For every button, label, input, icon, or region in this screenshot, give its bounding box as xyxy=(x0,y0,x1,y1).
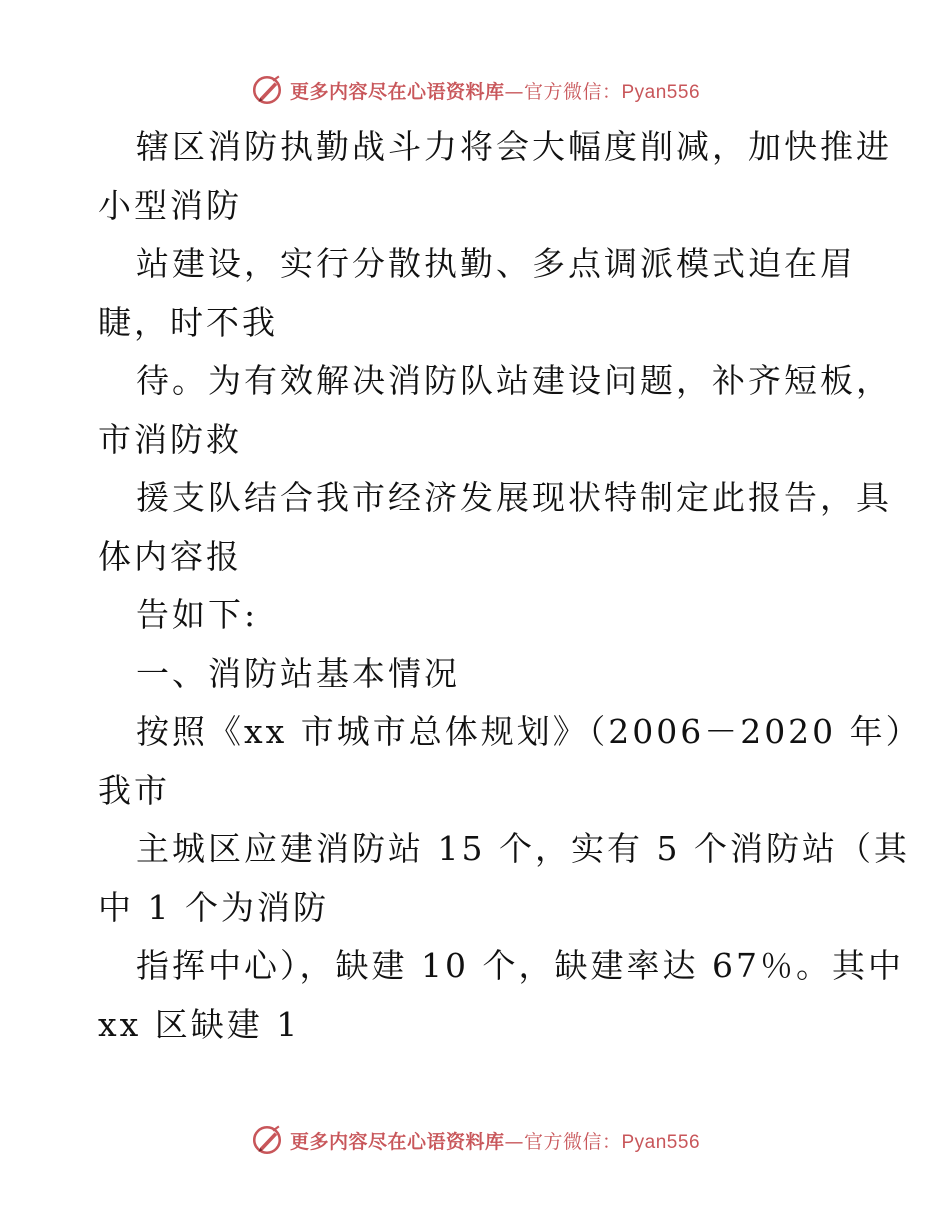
section-heading: 一、消防站基本情况 xyxy=(136,653,460,693)
body-text xyxy=(98,118,922,1054)
header-banner-text xyxy=(290,77,700,104)
text-line: 辖区消防执勤战斗力将会大幅度削减，加快推进 xyxy=(136,127,892,166)
header-banner-side: 官方微信： xyxy=(523,80,622,103)
text-line: 指挥中心），缺建 10 个，缺建率达 67％。其中 xyxy=(136,946,904,985)
pen-logo-icon xyxy=(250,73,284,107)
text-line: 小型消防 xyxy=(98,185,242,225)
text-line: 按照《xx 市城市总体规划》（2006－2020 年） xyxy=(136,712,922,751)
text-line: 我市 xyxy=(98,770,170,810)
text-line: 援支队结合我市经济发展现状特制定此报告，具 xyxy=(136,478,892,517)
text-line: 睫，时不我 xyxy=(98,302,278,342)
header-banner-main: 更多内容尽在心语资料库 xyxy=(289,80,505,103)
text-line: 告如下: xyxy=(136,595,259,634)
text-line: 待。为有效解决消防队站建设问题，补齐短板， xyxy=(136,361,892,400)
header-banner-id: Pyan556 xyxy=(621,81,701,103)
text-line: 站建设，实行分散执勤、多点调派模式迫在眉 xyxy=(136,244,856,283)
footer-banner-text xyxy=(290,1127,700,1154)
header-banner xyxy=(0,70,950,110)
footer-banner-id: Pyan556 xyxy=(621,1131,701,1153)
text-line: 市消防救 xyxy=(98,419,242,459)
footer-banner-dash: — xyxy=(504,1130,524,1153)
text-line: xx 区缺建 1 xyxy=(98,1004,301,1044)
text-line: 中 1 个为消防 xyxy=(98,887,329,927)
footer-banner-main: 更多内容尽在心语资料库 xyxy=(289,1130,505,1153)
footer-banner xyxy=(0,1120,950,1160)
header-banner-dash: — xyxy=(504,80,524,103)
text-line: 体内容报 xyxy=(98,536,242,576)
pen-logo-icon xyxy=(250,1123,284,1157)
footer-banner-side: 官方微信： xyxy=(523,1130,622,1153)
text-line: 主城区应建消防站 15 个，实有 5 个消防站（其 xyxy=(136,829,910,868)
